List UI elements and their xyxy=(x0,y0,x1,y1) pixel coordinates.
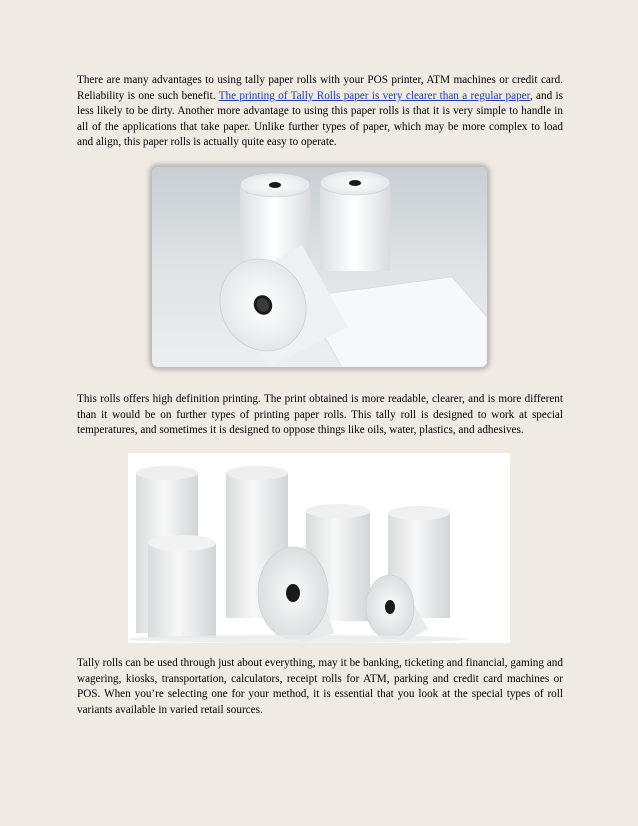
paper-rolls-photo-1 xyxy=(152,167,487,367)
paragraph-advantages xyxy=(77,73,563,151)
paragraph-advantages-text-after: , and is less likely to be dirty. Another more advantage to using this paper rolls is that it is very simple to handle in all of the applications that take paper. Unlike further types of paper, which may be more complex to load and align, this paper rolls is actually quite easy to operate. xyxy=(77,89,563,149)
paragraph-high-definition: This rolls offers high definition printing. The print obtained is more readable, clearer, and is more different than it would be on further types of printing paper rolls. This tally roll is designed to work at special temperatures, and sometimes it is designed to oppose things like oils, water, plastics, and adhesives. xyxy=(77,393,563,437)
paper-rolls-photo-2 xyxy=(128,453,510,643)
tally-rolls-link[interactable]: The printing of Tally Rolls paper is very clearer than a regular paper xyxy=(218,89,530,102)
paragraph-advantages-text-before: There are many advantages to using tally paper rolls with your POS printer, ATM machines or credit card. Reliability is one such benefit. xyxy=(77,74,563,102)
paragraph-uses: Tally rolls can be used through just about everything, may it be banking, ticketing and financial, gaming and wagering, kiosks, transportation, calculators, receipt rolls for ATM, parking and credit card machines or POS. When you’re selecting one for your method, it is essential that you look at the special types of roll variants available in varied retail sources. xyxy=(77,657,563,716)
